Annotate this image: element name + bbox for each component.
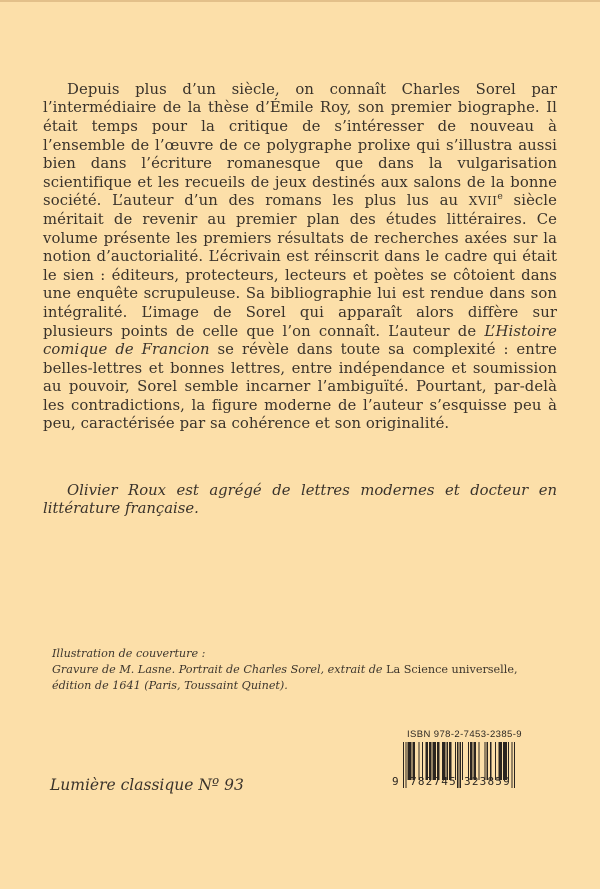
credit-line-2: Gravure de M. Lasne. Portrait de Charles Sorel, extrait de La Science universelle, <box>52 662 518 676</box>
blurb-paragraph: Depuis plus d’un siècle, on connaît Charles Sorel par l’intermédiaire de la thèse d’Émile Roy, son premier biographe. Il était temps pour la critique de s’intéresser de nouveau à l’ensemble de l’œuvre de ce polygraphe prolixe qui s’illustra aussi bien dans l’écriture romanesque que dans la vulgarisation scientifique et les recueils de jeux destinés aux salons de la bonne société. L’auteur d’un des romans les plus lus au XVIIe siècle méritait de revenir au premier plan des études littéraires. Ce volume présente les premiers résultats de recherches axées sur la notion d’auctorialité. L’écrivain est réinscrit dans le cadre qui était le sien : éditeurs, protecteurs, lecteurs et poètes se côtoient dans une enquête scrupuleuse. Sa bibliographie lui est rendue dans son intégralité. L’image de Sorel qui apparaît alors diffère sur plusieurs points de celle que l’on connaît. L’auteur de L’Histoire comique de Francion se révèle dans toute sa complexité : entre belles-lettres et bonnes lettres, entre indépendance et soumission au pouvoir, Sorel semble incarner l’ambiguïté. Pourtant, par-delà les contradictions, la figure moderne de l’auteur s’esquisse peu à peu, caractérisée par sa cohérence et son originalité. <box>43 80 558 433</box>
barcode-digit-first: 9 <box>392 775 400 788</box>
ean13-barcode <box>392 742 515 794</box>
top-edge-shadow <box>0 0 600 2</box>
credit-heading: Illustration de couverture : <box>52 647 206 660</box>
credit-line-3: édition de 1641 (Paris, Toussaint Quinet). <box>52 678 288 692</box>
barcode-digits-left: 782745 <box>410 775 457 788</box>
cover-illustration-credit <box>52 646 552 693</box>
collection-series-label: Lumière classique Nº 93 <box>50 776 244 794</box>
isbn-number: ISBN 978-2-7453-2385-9 <box>407 729 522 740</box>
author-bio: Olivier Roux est agrégé de lettres modernes et docteur en littérature française. <box>43 481 557 518</box>
barcode-digits-right: 323859 <box>464 775 511 788</box>
